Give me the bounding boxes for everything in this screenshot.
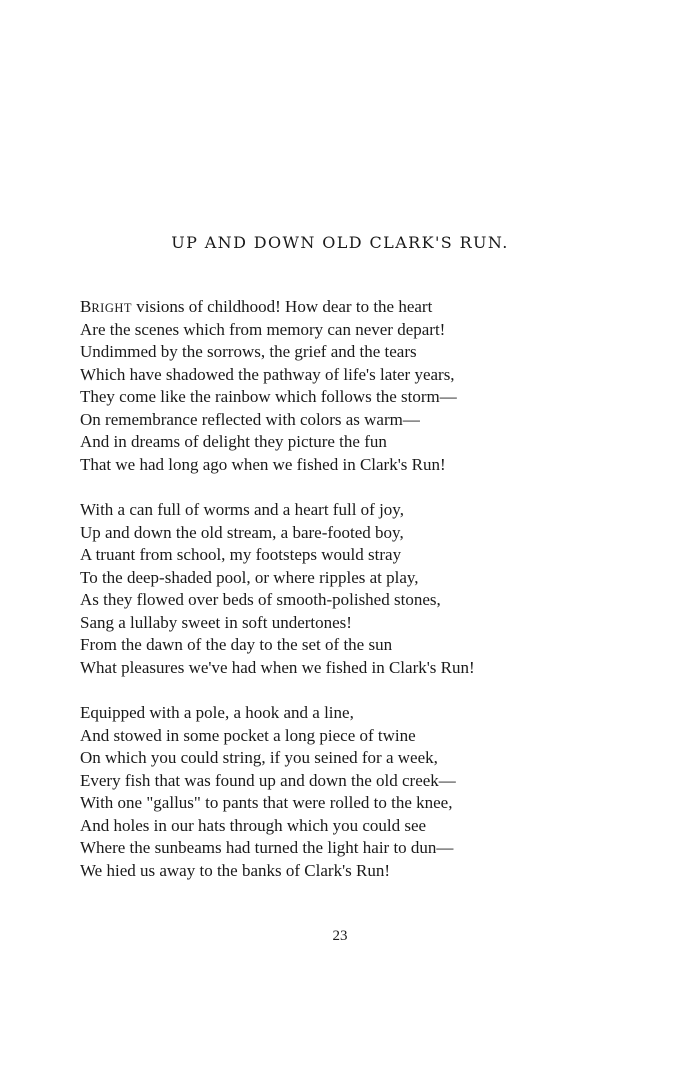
- page-number: 23: [332, 928, 348, 944]
- small-caps-word: RIGHT: [91, 301, 133, 315]
- poem-line-text: visions of childhood! How dear to the heart: [132, 297, 433, 316]
- poem-line: Every fish that was found up and down the old creek—: [80, 770, 456, 790]
- poem-line: And holes in our hats through which you could see: [80, 815, 427, 835]
- poem-line: A truant from school, my footsteps would stray: [80, 545, 402, 564]
- poem-line: From the dawn of the day to the set of the sun: [80, 635, 393, 654]
- poem-line: That we had long ago when we fished in Clark's Run!: [80, 454, 446, 474]
- poem-line: With a can full of worms and a heart full of joy,: [80, 500, 404, 519]
- poem-title: UP AND DOWN OLD CLARK'S RUN.: [171, 233, 509, 252]
- poem-line: Sang a lullaby sweet in soft undertones!: [80, 612, 352, 632]
- poem-line: Which have shadowed the pathway of life's later years,: [80, 364, 455, 384]
- poem-line: With one "gallus" to pants that were rolled to the knee,: [80, 793, 453, 812]
- poem-line: To the deep-shaded pool, or where ripples at play,: [80, 567, 419, 587]
- poem-line: We hied us away to the banks of Clark's Run!: [80, 860, 390, 880]
- poem-line: And stowed in some pocket a long piece of twine: [80, 725, 416, 745]
- stanza-3: [80, 702, 640, 882]
- poem-line: As they flowed over beds of smooth-polished stones,: [80, 590, 441, 609]
- poem-line: What pleasures we've had when we fished in Clark's Run!: [80, 657, 475, 677]
- poem-line: Where the sunbeams had turned the light hair to dun—: [80, 838, 454, 857]
- poem-line: Equipped with a pole, a hook and a line,: [80, 703, 354, 722]
- stanza-2: [80, 499, 640, 679]
- poem-line: They come like the rainbow which follows the storm—: [80, 387, 457, 406]
- small-caps-initial: B: [80, 297, 92, 316]
- poem-body: [80, 296, 640, 905]
- stanza-1: [80, 296, 640, 476]
- poem-line: Undimmed by the sorrows, the grief and the tears: [80, 342, 417, 361]
- poem-line: On remembrance reflected with colors as warm—: [80, 409, 420, 429]
- poem-line: [80, 296, 640, 319]
- poem-line: On which you could string, if you seined for a week,: [80, 748, 438, 767]
- poem-line: Up and down the old stream, a bare-footed boy,: [80, 522, 404, 542]
- poem-line: Are the scenes which from memory can never depart!: [80, 319, 446, 339]
- poem-line: And in dreams of delight they picture the fun: [80, 432, 387, 451]
